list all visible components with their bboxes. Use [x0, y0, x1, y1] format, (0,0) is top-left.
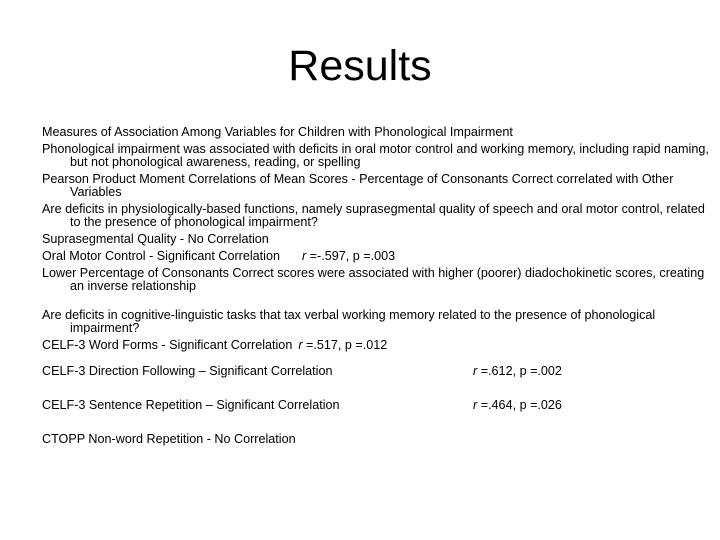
oral-motor-label: Oral Motor Control - Significant Correlation: [42, 249, 280, 264]
ctopp-result: [42, 433, 712, 447]
slide-title: Results: [288, 42, 432, 90]
question-physiological: Are deficits in physiologically-based functions, namely suprasegmental quality of speech and oral motor control, related to the presence of phonological impairment?: [42, 202, 705, 230]
word-forms-label: CELF-3 Word Forms - Significant Correlation: [42, 338, 293, 353]
oral-motor-r: r: [301, 249, 307, 264]
slide-body: [42, 126, 712, 447]
inverse-relationship-line: Lower Percentage of Consonants Correct scores were associated with higher (poorer) diadochokinetic scores, creating an inverse relationship: [42, 265, 705, 294]
word-forms-stat: =.517, p =.012: [302, 338, 388, 353]
ctopp-label: CTOPP Non-word Repetition - No Correlation: [42, 432, 296, 447]
direction-following-r: r: [473, 364, 478, 379]
sentence-repetition-r: r: [473, 398, 478, 413]
question-cognitive: Are deficits in cognitive-linguistic tasks that tax verbal working memory related to the presence of phonological impairment?: [42, 308, 656, 336]
heading-line: Measures of Association Among Variables for Children with Phonological Impairment: [42, 125, 513, 139]
sentence-repetition-label: CELF-3 Sentence Repetition – Significant Correlation: [42, 398, 340, 413]
word-forms-r: r: [298, 338, 303, 353]
correlation-heading: Pearson Product Moment Correlations of Mean Scores - Percentage of Consonants Correct correlated with Other Variables: [42, 171, 674, 200]
direction-following-stat-wrap: [473, 365, 562, 378]
sentence-repetition-stat-wrap: [473, 399, 562, 412]
direction-following-label: CELF-3 Direction Following – Significant Correlation: [42, 364, 333, 379]
sentence-repetition-stat: =.464, p =.026: [477, 398, 562, 413]
sentence-repetition-result: [42, 399, 712, 413]
suprasegmental-result: Suprasegmental Quality - No Correlation: [42, 232, 269, 247]
oral-motor-result: [42, 250, 712, 263]
direction-following-result: [42, 365, 712, 379]
oral-motor-stat: =-.597, p =.003: [306, 249, 396, 264]
direction-following-stat: =.612, p =.002: [477, 364, 562, 379]
word-forms-result: [42, 339, 712, 352]
summary-line: Phonological impairment was associated with deficits in oral motor control and working memory, including rapid naming, but not phonological awareness, reading, or spelling: [42, 141, 709, 170]
